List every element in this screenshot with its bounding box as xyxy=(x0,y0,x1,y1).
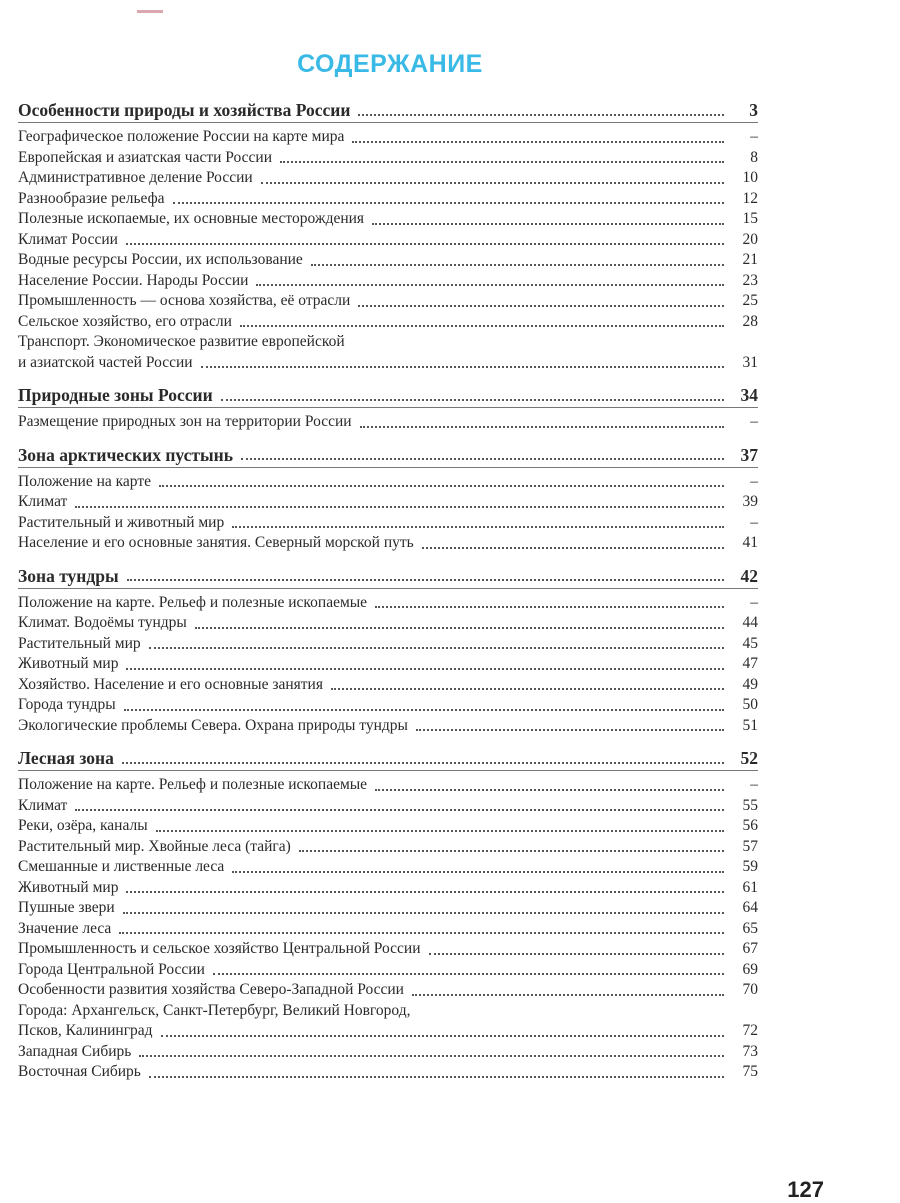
toc-item[interactable] xyxy=(18,716,758,737)
toc-item-text: Климат России xyxy=(18,230,118,248)
dot-leader xyxy=(352,140,724,143)
toc-item-page: 64 xyxy=(742,899,758,916)
toc-heading-page: 52 xyxy=(740,748,758,768)
dot-leader xyxy=(201,365,724,368)
toc-item-page: 10 xyxy=(742,169,758,186)
toc-heading[interactable] xyxy=(18,443,758,467)
toc-heading[interactable] xyxy=(18,746,758,770)
table-of-contents xyxy=(18,98,758,1093)
toc-item-text: Географическое положение России на карте мира xyxy=(18,128,345,145)
toc-item-line[interactable] xyxy=(18,1001,758,1022)
dot-leader xyxy=(429,952,724,955)
toc-item-text: Города: Архангельск, Санкт-Петербург, Великий Новгород, xyxy=(18,1001,411,1019)
toc-item-page: – xyxy=(750,593,758,611)
toc-item[interactable] xyxy=(18,898,758,919)
toc-item-page: 72 xyxy=(742,1022,758,1039)
dot-leader xyxy=(161,1034,724,1037)
toc-item[interactable] xyxy=(18,209,758,230)
dot-leader xyxy=(123,911,724,914)
toc-item-text: Западная Сибирь xyxy=(18,1042,132,1060)
toc-item[interactable] xyxy=(18,250,758,271)
toc-item-text: Климат. Водоёмы тундры xyxy=(18,614,187,631)
dot-leader xyxy=(280,160,724,163)
toc-item-page: 51 xyxy=(742,716,758,734)
toc-item-page: 50 xyxy=(742,696,758,713)
toc-heading-text: Природные зоны России xyxy=(18,385,213,405)
toc-item[interactable] xyxy=(18,816,758,837)
toc-item[interactable] xyxy=(18,230,758,251)
dot-leader xyxy=(159,484,724,487)
toc-item-text: Полезные ископаемые, их основные месторождения xyxy=(18,210,365,227)
toc-item-text: Климат xyxy=(18,493,68,510)
toc-item[interactable] xyxy=(18,837,758,858)
toc-item-page: 31 xyxy=(742,353,758,371)
toc-heading-page: 42 xyxy=(740,565,758,586)
dot-leader xyxy=(127,578,724,581)
dot-leader xyxy=(156,829,724,832)
dot-leader xyxy=(122,761,724,764)
dot-leader xyxy=(375,605,724,608)
toc-item-page: 15 xyxy=(742,210,758,227)
toc-item-page: – xyxy=(750,776,758,793)
toc-heading-page: 37 xyxy=(740,444,758,465)
dot-leader xyxy=(173,201,724,204)
toc-item-page: – xyxy=(750,413,758,430)
toc-item-page: 56 xyxy=(742,817,758,834)
toc-item-page: 70 xyxy=(742,981,758,998)
toc-heading-page: 34 xyxy=(740,385,758,405)
dot-leader xyxy=(256,283,724,286)
toc-item-text: Население России. Народы России xyxy=(18,271,249,289)
dot-leader xyxy=(75,505,724,508)
toc-item-page: 69 xyxy=(742,960,758,978)
toc-item-page: 55 xyxy=(742,796,758,814)
dot-leader xyxy=(240,324,724,327)
toc-item-page: 75 xyxy=(742,1063,758,1080)
toc-item-text: Экологические проблемы Севера. Охрана природы тундры xyxy=(18,716,408,734)
toc-heading-text: Зона тундры xyxy=(18,565,119,586)
dot-leader xyxy=(126,242,724,245)
toc-item[interactable] xyxy=(18,878,758,899)
toc-item[interactable] xyxy=(18,593,758,614)
toc-item-page: 73 xyxy=(742,1042,758,1060)
toc-item-page: 23 xyxy=(742,271,758,289)
dot-leader xyxy=(412,993,724,996)
toc-item[interactable] xyxy=(18,919,758,940)
toc-item[interactable] xyxy=(18,775,758,796)
toc-item[interactable] xyxy=(18,1062,758,1083)
toc-item[interactable] xyxy=(18,1021,758,1042)
toc-section xyxy=(18,383,758,433)
toc-item-page: 44 xyxy=(742,614,758,631)
dot-leader xyxy=(221,398,724,401)
toc-item-text: Реки, озёра, каналы xyxy=(18,817,148,834)
toc-item-text: Животный мир xyxy=(18,655,119,672)
toc-heading[interactable] xyxy=(18,98,758,122)
section-rule xyxy=(18,770,758,771)
section-rule xyxy=(18,122,758,123)
toc-item[interactable] xyxy=(18,513,758,534)
toc-item-text: Города Центральной России xyxy=(18,960,205,978)
dot-leader xyxy=(149,646,724,649)
toc-item-page: 41 xyxy=(742,534,758,551)
toc-item[interactable] xyxy=(18,533,758,554)
toc-item-text: Положение на карте. Рельеф и полезные ископаемые xyxy=(18,593,368,611)
dot-leader xyxy=(126,890,724,893)
toc-item-text: Сельское хозяйство, его отрасли xyxy=(18,312,232,330)
toc-item[interactable] xyxy=(18,939,758,960)
toc-item-text: Водные ресурсы России, их использование xyxy=(18,251,303,268)
toc-item-page: 67 xyxy=(742,940,758,957)
dot-leader xyxy=(126,667,724,670)
toc-item[interactable] xyxy=(18,796,758,817)
toc-item-text: Смешанные и лиственные леса xyxy=(18,858,225,875)
toc-item-page: – xyxy=(750,128,758,145)
toc-item-text: Административное деление России xyxy=(18,169,253,186)
dot-leader xyxy=(139,1054,724,1057)
toc-item-text: Транспорт. Экономическое развитие европейской xyxy=(18,333,345,350)
dot-leader xyxy=(119,931,724,934)
toc-item[interactable] xyxy=(18,1042,758,1063)
toc-item[interactable] xyxy=(18,695,758,716)
toc-item-page: 57 xyxy=(742,837,758,855)
toc-section xyxy=(18,443,758,554)
toc-item-page: – xyxy=(750,513,758,531)
dot-leader xyxy=(75,808,724,811)
toc-item-page: 47 xyxy=(742,655,758,672)
toc-item-page: 28 xyxy=(742,312,758,330)
dot-leader xyxy=(331,687,724,690)
toc-item[interactable] xyxy=(18,980,758,1001)
dot-leader xyxy=(360,425,724,428)
toc-section xyxy=(18,564,758,737)
toc-item-page: 61 xyxy=(742,878,758,896)
toc-item-page: 12 xyxy=(742,189,758,207)
toc-item-text: Разнообразие рельефа xyxy=(18,189,165,207)
toc-item[interactable] xyxy=(18,654,758,675)
toc-item[interactable] xyxy=(18,634,758,655)
toc-section xyxy=(18,746,758,1083)
dot-leader xyxy=(195,626,724,629)
toc-heading[interactable] xyxy=(18,564,758,588)
toc-item-page: – xyxy=(750,472,758,490)
toc-item-text: Размещение природных зон на территории России xyxy=(18,413,352,430)
toc-item-text: Растительный и животный мир xyxy=(18,513,225,531)
toc-item[interactable] xyxy=(18,960,758,981)
toc-item-text: Климат xyxy=(18,796,68,814)
toc-item[interactable] xyxy=(18,127,758,148)
toc-item-page: 21 xyxy=(742,251,758,268)
dot-leader xyxy=(232,870,724,873)
toc-item[interactable] xyxy=(18,675,758,696)
dot-leader xyxy=(261,181,724,184)
toc-item[interactable] xyxy=(18,857,758,878)
toc-item-page: 8 xyxy=(750,148,758,166)
dot-leader xyxy=(149,1075,724,1078)
toc-item[interactable] xyxy=(18,168,758,189)
section-rule xyxy=(18,467,758,468)
toc-item[interactable] xyxy=(18,271,758,292)
toc-item-line[interactable] xyxy=(18,332,758,353)
toc-item-text: Значение леса xyxy=(18,919,112,937)
dot-leader xyxy=(375,788,724,791)
dot-leader xyxy=(416,728,724,731)
toc-item-text: Особенности развития хозяйства Северо-Западной России xyxy=(18,981,404,998)
dot-leader xyxy=(299,849,724,852)
toc-item-page: 65 xyxy=(742,919,758,937)
toc-item-text: Промышленность и сельское хозяйство Центральной России xyxy=(18,940,421,957)
toc-item-page: 39 xyxy=(742,493,758,510)
toc-item-text: Пушные звери xyxy=(18,899,115,916)
page-title: СОДЕРЖАНИЕ xyxy=(297,50,483,78)
print-mark xyxy=(137,10,163,13)
dot-leader xyxy=(372,222,724,225)
toc-heading-text: Лесная зона xyxy=(18,748,114,768)
section-rule xyxy=(18,588,758,589)
dot-leader xyxy=(358,113,724,116)
section-rule xyxy=(18,407,758,408)
toc-heading-text: Зона арктических пустынь xyxy=(18,444,234,465)
toc-item[interactable] xyxy=(18,189,758,210)
dot-leader xyxy=(232,525,724,528)
toc-item[interactable] xyxy=(18,148,758,169)
toc-item-text: Растительный мир. Хвойные леса (тайга) xyxy=(18,837,291,855)
dot-leader xyxy=(213,972,724,975)
toc-item-text: Животный мир xyxy=(18,878,119,896)
toc-item-page: 20 xyxy=(742,230,758,248)
toc-item-text: Положение на карте. Рельеф и полезные ископаемые xyxy=(18,776,368,793)
toc-item-text: и азиатской частей России xyxy=(18,353,193,371)
toc-section xyxy=(18,98,758,373)
toc-item[interactable] xyxy=(18,353,758,374)
toc-item[interactable] xyxy=(18,291,758,312)
dot-leader xyxy=(241,457,724,460)
toc-item[interactable] xyxy=(18,312,758,333)
toc-item-text: Хозяйство. Население и его основные занятия xyxy=(18,675,323,693)
toc-item-text: Восточная Сибирь xyxy=(18,1063,141,1080)
toc-heading-page: 3 xyxy=(749,100,758,120)
dot-leader xyxy=(358,304,724,307)
dot-leader xyxy=(311,263,724,266)
toc-item-text: Псков, Калининград xyxy=(18,1022,153,1039)
toc-item-page: 59 xyxy=(742,858,758,875)
toc-item[interactable] xyxy=(18,472,758,493)
toc-item-page: 45 xyxy=(742,634,758,652)
toc-item[interactable] xyxy=(18,412,758,433)
page-number: 127 xyxy=(787,1177,824,1202)
toc-item-text: Растительный мир xyxy=(18,634,141,652)
dot-leader xyxy=(422,546,724,549)
toc-heading[interactable] xyxy=(18,383,758,407)
dot-leader xyxy=(124,708,724,711)
toc-item-text: Положение на карте xyxy=(18,472,151,490)
toc-item-text: Европейская и азиатская части России xyxy=(18,148,273,166)
toc-heading-text: Особенности природы и хозяйства России xyxy=(18,100,351,120)
toc-item-text: Население и его основные занятия. Северный морской путь xyxy=(18,534,414,551)
toc-item-text: Города тундры xyxy=(18,696,116,713)
toc-item[interactable] xyxy=(18,492,758,513)
toc-item-text: Промышленность — основа хозяйства, её отрасли xyxy=(18,292,351,309)
toc-item-page: 49 xyxy=(742,675,758,693)
toc-item-page: 25 xyxy=(742,292,758,309)
toc-item[interactable] xyxy=(18,613,758,634)
